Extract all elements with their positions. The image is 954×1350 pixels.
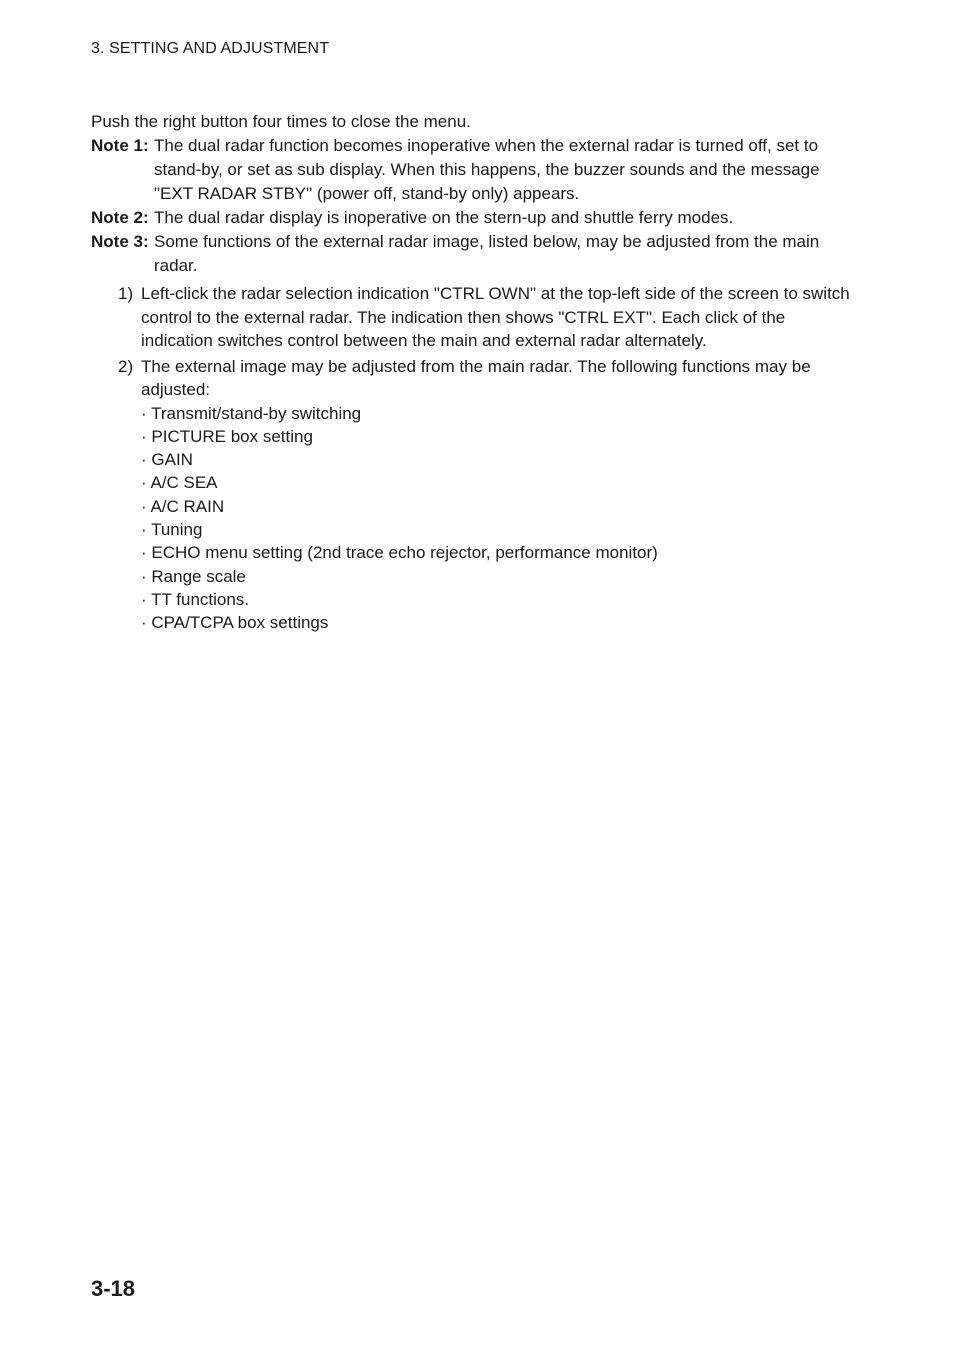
page-number: 3-18 — [91, 1276, 136, 1301]
note-text: The dual radar function becomes inoperative when the external radar is turned off, set to stand-by, or set as sub display. When this happens, the buzzer sounds and the message "EXT RADAR STBY" (power off, stand-by only) appears. — [154, 136, 820, 203]
note-label: Note 3: — [91, 232, 149, 251]
list-item: · ECHO menu setting (2nd trace echo rejector, performance monitor) — [141, 543, 658, 563]
note-label: Note 2: — [91, 208, 149, 227]
step-2 — [91, 355, 851, 635]
list-item: · Transmit/stand-by switching — [141, 403, 362, 423]
note-1 — [91, 134, 851, 206]
step-number: 2) — [118, 356, 134, 376]
list-item: · A/C SEA — [141, 473, 218, 493]
list-item: · Range scale — [141, 566, 246, 586]
step-text: The external image may be adjusted from the main radar. The following functions may be adjusted: — [141, 356, 811, 399]
intro-paragraph: Push the right button four times to close the menu. — [91, 112, 471, 131]
step-text: Left-click the radar selection indication "CTRL OWN" at the top-left side of the screen to switch control to the external radar. The indication then shows "CTRL EXT". Each click of the indication switches control between the main and external radar alternately. — [141, 284, 850, 350]
step-1 — [91, 282, 851, 353]
note-2 — [91, 206, 851, 230]
note-label: Note 1: — [91, 136, 149, 155]
list-item: · A/C RAIN — [141, 496, 225, 516]
step-number: 1) — [118, 284, 134, 303]
note-text: Some functions of the external radar image, listed below, may be adjusted from the main radar. — [154, 232, 820, 275]
list-item: · CPA/TCPA box settings — [141, 613, 329, 633]
note-3 — [91, 230, 851, 278]
steps-list — [91, 282, 851, 634]
list-item: · GAIN — [141, 450, 193, 470]
page-content — [91, 110, 851, 636]
running-header: 3. SETTING AND ADJUSTMENT — [91, 40, 330, 57]
adjustable-functions-list — [141, 402, 851, 635]
list-item: · PICTURE box setting — [141, 426, 313, 446]
list-item: · TT functions. — [141, 589, 250, 609]
note-text: The dual radar display is inoperative on the stern-up and shuttle ferry modes. — [154, 208, 734, 227]
list-item: · Tuning — [141, 519, 203, 539]
